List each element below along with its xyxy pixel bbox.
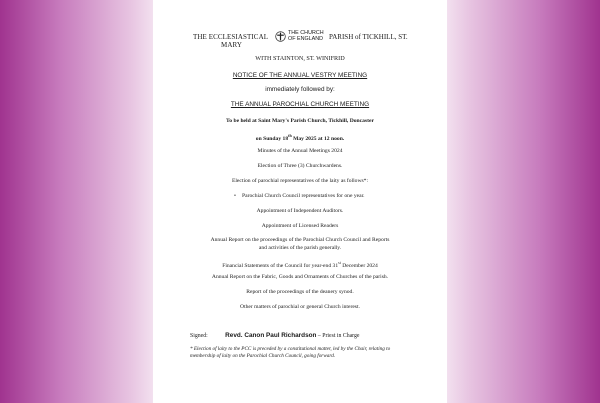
financial-pre: Financial Statements of the Council for year-end 31 — [222, 262, 339, 269]
date-sup: th — [288, 133, 292, 138]
bullet-text: Parochial Church Council representatives for one year. — [242, 193, 365, 199]
header-left-line2: MARY — [221, 41, 243, 49]
church-of-england-logo — [275, 31, 325, 45]
subheader: WITH STAINTON, ST. WINIFRID — [255, 55, 345, 62]
header-left-line1: THE ECCLESIASTICAL — [193, 33, 269, 41]
logo-line2: OF ENGLAND — [288, 35, 324, 42]
signature-line — [190, 332, 359, 339]
signed-label: Signed: — [190, 333, 208, 339]
cross-icon — [275, 31, 286, 42]
date-post: May 2025 at 12 noon. — [291, 135, 345, 142]
item-election-wardens: Election of Three (3) Churchwardens. — [257, 163, 343, 169]
notice-title: NOTICE OF THE ANNUAL VESTRY MEETING — [232, 72, 368, 79]
header-left — [193, 33, 268, 49]
item-readers: Appointment of Licensed Readers — [261, 223, 339, 229]
notice-document — [153, 0, 447, 403]
meeting-date — [153, 133, 447, 142]
item-annual-report-line1: Annual Report on the proceedings of the Parochial Church Council and Reports — [210, 237, 390, 243]
item-deanery: Report of the proceedings of the deanery synod. — [246, 289, 354, 295]
item-minutes: Minutes of the Annual Meetings 2024 — [257, 148, 343, 154]
item-annual-report-line2: and activities of the parish generally. — [258, 245, 342, 251]
followed-by: immediately followed by: — [265, 86, 335, 93]
footnote: * Election of laity to the PCC is preceded by a constitutional matter, led by the Chair, relating to membership of laity on the Parochial Church Council, going forward. — [190, 346, 391, 360]
item-election-laity: Election of parochial representatives of the laity as follows*: — [231, 178, 369, 184]
bullet-icon: • — [234, 193, 236, 199]
date-pre: on Sunday 18 — [255, 135, 289, 142]
item-other: Other matters of parochial or general Church interest. — [240, 304, 360, 310]
financial-sup: st — [338, 260, 341, 265]
venue: To be held at Saint Mary's Parish Church, Tickhill, Doncaster — [226, 118, 374, 124]
item-fabric: Annual Report on the Fabric, Goods and Ornaments of Churches of the parish. — [211, 274, 389, 280]
document-header — [153, 30, 447, 53]
header-right: PARISH of TICKHILL, ST. — [329, 33, 408, 41]
signatory-role: – Priest in Charge — [316, 333, 360, 339]
pcm-title: THE ANNUAL PAROCHIAL CHURCH MEETING — [230, 101, 370, 108]
signatory-name: Revd. Canon Paul Richardson — [225, 332, 317, 339]
item-financial — [153, 260, 447, 269]
item-auditors: Appointment of Independent Auditors. — [256, 208, 344, 214]
logo-line1: THE CHURCH — [288, 30, 324, 36]
financial-post: December 2024 — [340, 262, 378, 269]
